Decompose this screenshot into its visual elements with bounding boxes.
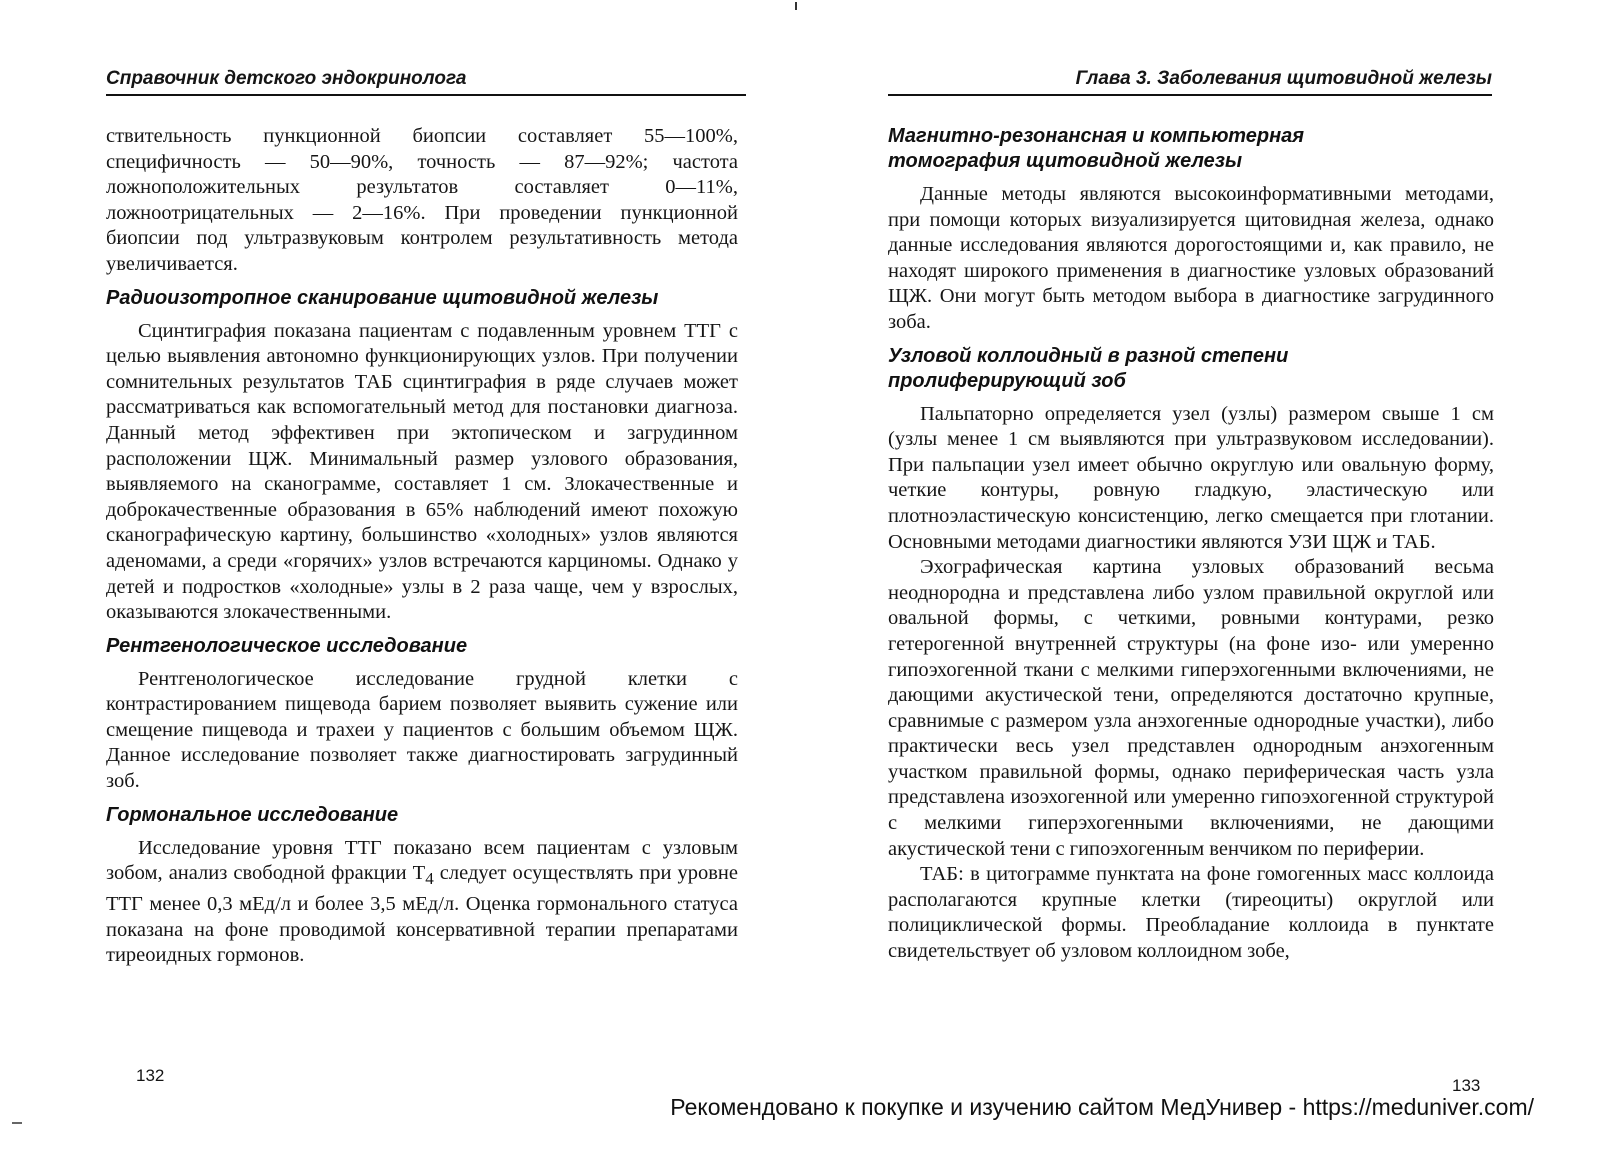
- section-heading-radioisotope: Радиоизотропное сканирование щитовидной железы: [106, 286, 659, 309]
- paragraph-hormonal-part1: Исследование уровня ТТГ показано всем пациентам с узловым зобом, анализ свободной фракции Т: [106, 836, 738, 885]
- paragraph-hormonal-part2: следует осуществлять при уровне ТТГ менее 0,3 мЕд/л и более 3,5 мЕд/л. Оценка гормонального статуса показана на фоне проводимой консервативной терапии препаратами тиреоидных гормонов.: [106, 862, 739, 967]
- right-page-body: [888, 124, 1494, 965]
- section-heading-xray: Рентгенологическое исследование: [106, 634, 468, 657]
- section-heading-goiter-line2: пролиферирующий зоб: [888, 369, 1126, 392]
- running-head: Глава 3. Заболевания щитовидной железы: [888, 68, 1492, 96]
- page-number: 132: [136, 1066, 165, 1085]
- paragraph-hormonal: [106, 836, 738, 969]
- left-page-body: [106, 124, 738, 969]
- section-heading-mri: [888, 124, 1494, 174]
- footer-recommendation: Рекомендовано к покупке и изучению сайтом МедУнивер - https://meduniver.com/: [670, 1094, 1534, 1120]
- paragraph-xray: Рентгенологическое исследование грудной клетки с контрастированием пищевода барием позволяет выявить сужение или смещение пищевода и трахеи у пациентов с большим объемом ЩЖ. Данное исследование позволяет также диагностировать загрудинный зоб.: [106, 667, 738, 793]
- paragraph-continued: ствительность пункционной биопсии составляет 55—100%, специфичность — 50—90%, точность — 87—92%; частота ложноположительных результатов составляет 0—11%, ложноотрицательных — 2—16%. При проведении пункционной биопсии под ультразвуковым контролем результативность метода увеличивается.: [106, 125, 738, 275]
- paragraph-mri: Данные методы являются высокоинформативными методами, при помощи которых визуализируется щитовидная железа, однако данные исследования являются дорогостоящими и, как правило, не находят широкого применения в диагностике узловых образований ЩЖ. Они могут быть методом выбора в диагностике загрудинного зоба.: [888, 183, 1494, 333]
- page-number: 133: [1452, 1076, 1481, 1095]
- paragraph-goiter-fna: ТАБ: в цитограмме пунктата на фоне гомогенных масс коллоида располагаются крупные клетки (тиреоциты) округлой или полициклической формы. Преобладание коллоида в пунктате свидетельствует об узловом коллоидном зобе,: [888, 863, 1494, 963]
- paragraph-goiter-echography: Эхографическая картина узловых образований весьма неоднородна и представлена либо узлом правильной округлой или овальной формы, с четкими, ровными контурами, резко гетерогенной внутренней структуры (на фоне изо- или умеренно гипоэхогенной ткани с мелкими гиперэхогенными включениями, не дающими акустической тени, определяются достаточно крупные, сравнимые с размером узла анэхогенные однородные участки), либо практически весь узел представлен однородным анэхогенным участком правильной формы, однако периферическая часть узла представлена изоэхогенной или умеренно гипоэхогенной структурой с мелкими гиперэхогенными включениями, не дающими акустической тени с гипоэхогенным венчиком по периферии.: [888, 556, 1494, 860]
- section-heading-mri-line1: Магнитно-резонансная и компьютерная: [888, 125, 1305, 147]
- section-heading-hormonal: Гормональное исследование: [106, 803, 399, 826]
- section-heading-goiter: [888, 344, 1494, 394]
- t4-subscript: 4: [425, 869, 434, 889]
- paragraph-goiter-palpation: Пальпаторно определяется узел (узлы) размером свыше 1 см (узлы менее 1 см выявляются при ультразвуковом исследовании). При пальпации узел имеет обычно округлую или овальную форму, четкие контуры, ровную гладкую, эластическую или плотноэластическую консистенцию, легко смещается при глотании. Основными методами диагностики являются УЗИ ЩЖ и ТАБ.: [888, 402, 1494, 553]
- running-head: Справочник детского эндокринолога: [106, 68, 746, 96]
- section-heading-goiter-line1: Узловой коллоидный в разной степени: [888, 344, 1289, 367]
- paragraph-radioisotope: Сцинтиграфия показана пациентам с подавленным уровнем ТТГ с целью выявления автономно функционирующих узлов. При получении сомнительных результатов ТАБ сцинтиграфия в ряде случаев может рассматриваться как вспомогательный метод для постановки диагноза. Данный метод эффективен при эктопическом и загрудинном расположении ЩЖ. Минимальный размер узлового образования, выявляемого на сканограмме, составляет 1 см. Злокачественные и доброкачественные образования в 65% наблюдений имеют похожую сканографическую картину, большинство «холодных» узлов являются аденомами, а среди «горячих» узлов встречаются карциномы. Однако у детей и подростков «холодные» узлы в 2 раза чаще, чем у взрослых, оказываются злокачественными.: [106, 319, 738, 624]
- section-heading-mri-line2: томография щитовидной железы: [888, 150, 1243, 172]
- right-page: [800, 0, 1600, 1149]
